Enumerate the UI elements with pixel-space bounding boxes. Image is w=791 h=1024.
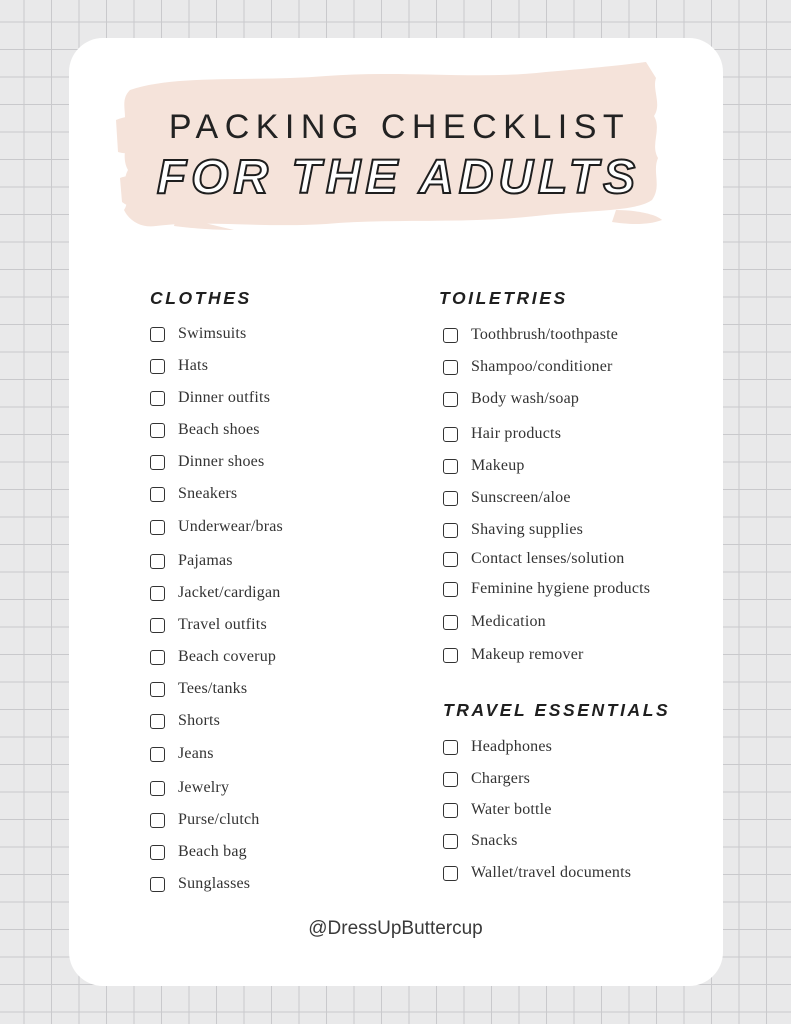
checklist-item-label: Beach shoes [178,421,260,438]
checklist-item[interactable] [443,454,525,478]
checkbox[interactable] [443,866,458,881]
checklist-item[interactable] [443,422,561,446]
checkbox[interactable] [443,834,458,849]
title-line-1: PACKING CHECKLIST [168,108,631,146]
checklist-item[interactable] [150,742,214,766]
checklist-item[interactable] [150,709,220,733]
checklist-item-label: Jacket/cardigan [178,584,281,601]
checklist-item[interactable] [443,643,584,667]
checklist-item-label: Toothbrush/toothpaste [471,326,619,343]
checklist-item[interactable] [150,808,260,832]
checklist-item-label: Dinner outfits [178,389,271,406]
checklist-item-label: Wallet/travel documents [471,864,632,881]
checklist-item-label: Pajamas [178,552,233,569]
checklist-item-label: Hats [178,357,209,374]
checklist-item-label: Contact lenses/solution [471,550,625,567]
checklist-item[interactable] [443,486,571,510]
checkbox[interactable] [443,772,458,787]
checklist-item-label: Shaving supplies [471,521,584,538]
checklist-item-label: Beach bag [178,843,247,860]
checkbox[interactable] [150,781,165,796]
checklist-item-label: Feminine hygiene products [471,580,651,597]
checkbox[interactable] [150,359,165,374]
checkbox[interactable] [150,554,165,569]
checklist-item-label: Chargers [471,770,531,787]
checklist-item[interactable] [150,354,208,378]
checklist-item-label: Hair products [471,425,562,442]
toiletries-heading: TOILETRIES [439,288,568,308]
checklist-item-label: Sunscreen/aloe [471,489,571,506]
checklist-item[interactable] [443,861,631,885]
checklist-item[interactable] [443,735,552,759]
checkbox[interactable] [443,491,458,506]
checklist-item[interactable] [150,515,283,539]
checklist-item[interactable] [150,322,247,346]
checklist-item[interactable] [150,450,264,474]
checklist-item-label: Body wash/soap [471,390,580,407]
checklist-item-label: Shampoo/conditioner [471,358,613,375]
checkbox[interactable] [150,455,165,470]
checkbox[interactable] [150,586,165,601]
checklist-item-label: Makeup [471,457,525,474]
checkbox[interactable] [443,552,458,567]
checklist-item-label: Shorts [178,712,221,729]
checklist-item[interactable] [150,549,233,573]
checkbox[interactable] [443,582,458,597]
checkbox[interactable] [150,423,165,438]
checklist-item[interactable] [150,677,247,701]
checkbox[interactable] [443,740,458,755]
checkbox[interactable] [150,391,165,406]
checklist-item-label: Travel outfits [178,616,267,633]
checklist-item[interactable] [150,613,267,637]
checklist-item-label: Beach coverup [178,648,277,665]
checkbox[interactable] [150,877,165,892]
checkbox[interactable] [150,845,165,860]
checkbox[interactable] [150,813,165,828]
checkbox[interactable] [443,427,458,442]
checklist-item[interactable] [443,355,613,379]
checklist-item-label: Underwear/bras [178,518,283,535]
checkbox[interactable] [443,459,458,474]
footer-handle: @DressUpButtercup [308,918,483,939]
checklist-item[interactable] [150,581,281,605]
checklist-item-label: Sunglasses [178,875,251,892]
checkbox[interactable] [443,803,458,818]
checklist-item[interactable] [443,610,546,634]
checklist-item[interactable] [150,840,247,864]
checklist-item-label: Dinner shoes [178,453,265,470]
checklist-item[interactable] [150,872,250,896]
checklist-item-label: Snacks [471,832,518,849]
checklist-item[interactable] [150,386,270,410]
checkbox[interactable] [443,360,458,375]
checklist-item[interactable] [150,482,237,506]
checkbox[interactable] [443,523,458,538]
checklist-item-label: Jeans [178,745,214,762]
checkbox[interactable] [150,618,165,633]
checklist-item-label: Headphones [471,738,553,755]
checklist-item[interactable] [150,418,260,442]
checkbox[interactable] [443,615,458,630]
checklist-item[interactable] [443,547,624,571]
title-line-2: FOR THE ADULTS [156,151,641,204]
checklist-item[interactable] [443,767,530,791]
checkbox[interactable] [443,328,458,343]
clothes-heading: CLOTHES [150,288,252,308]
checkbox[interactable] [150,682,165,697]
checkbox[interactable] [443,392,458,407]
checklist-item-label: Jewelry [178,779,230,796]
checklist-item-label: Purse/clutch [178,811,260,828]
checkbox[interactable] [150,650,165,665]
checkbox[interactable] [150,487,165,502]
checkbox[interactable] [150,327,165,342]
checklist-item[interactable] [150,776,229,800]
checklist-item-label: Tees/tanks [178,680,248,697]
checklist-item[interactable] [443,798,552,822]
checklist-item-label: Medication [471,613,546,630]
checklist-item[interactable] [443,577,650,601]
travel-essentials-heading: TRAVEL ESSENTIALS [443,700,671,720]
checklist-item[interactable] [443,829,518,853]
checklist-item[interactable] [150,645,276,669]
checklist-item-label: Makeup remover [471,646,584,663]
checklist-item-label: Swimsuits [178,325,247,342]
checkbox[interactable] [150,747,165,762]
checklist-item-label: Sneakers [178,485,238,502]
checkbox[interactable] [150,520,165,535]
checkbox[interactable] [150,714,165,729]
checklist-item[interactable] [443,323,618,347]
checklist-item[interactable] [443,518,583,542]
checkbox[interactable] [443,648,458,663]
checklist-item[interactable] [443,387,579,411]
checklist-item-label: Water bottle [471,801,552,818]
